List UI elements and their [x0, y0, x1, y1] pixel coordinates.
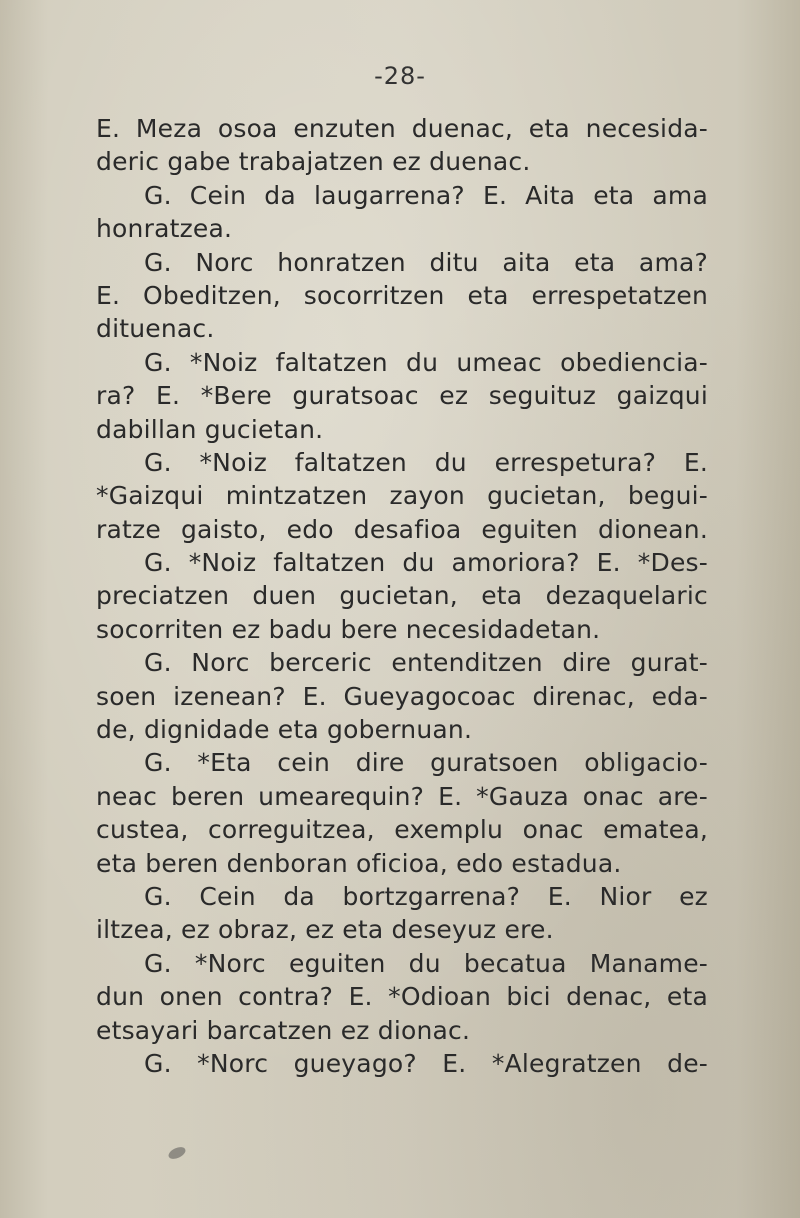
text-line: de, dignidade eta gobernuan. — [96, 715, 473, 745]
text-line: G. Cein da bortzgarrena? E. Nior ez — [144, 881, 708, 911]
text-line: custea, correguitzea, exemplu onac ematea, — [96, 815, 708, 845]
text-line: G. *Noiz faltatzen du errespetura? E. — [144, 447, 708, 477]
ink-smudge — [167, 1145, 188, 1162]
text-line: E. Obeditzen, socorritzen eta errespetatzen — [96, 280, 708, 310]
text-line: soen izenean? E. Gueyagocoac direnac, eda- — [96, 681, 708, 711]
text-line: G. *Norc eguiten du becatua Maname- — [144, 948, 708, 978]
text-line: ratze gaisto, edo desafioa eguiten dionean. — [96, 514, 708, 544]
text-line: dun onen contra? E. *Odioan bici denac, eta — [96, 982, 708, 1012]
text-line: iltzea, ez obraz, ez eta deseyuz ere. — [96, 915, 554, 945]
text-line: etsayari barcatzen ez dionac. — [96, 1015, 471, 1045]
page-number: -28- — [374, 62, 426, 90]
text-line: neac beren umearequin? E. *Gauza onac are- — [96, 781, 708, 811]
text-line: dituenac. — [96, 314, 215, 344]
text-line: G. *Noiz faltatzen du amoriora? E. *Des- — [144, 548, 708, 578]
text-line: dabillan gucietan. — [96, 414, 324, 444]
text-line: G. *Noiz faltatzen du umeac obediencia- — [144, 347, 708, 377]
text-line: socorriten ez badu bere necesidadetan. — [96, 614, 601, 644]
text-line: G. Norc berceric entenditzen dire gurat- — [144, 648, 708, 678]
text-line: G. *Norc gueyago? E. *Alegratzen de- — [144, 1048, 708, 1078]
text-line: G. Norc honratzen ditu aita eta ama? — [144, 247, 708, 277]
text-line: G. *Eta cein dire guratsoen obligacio- — [144, 748, 708, 778]
text-line: eta beren denboran oficioa, edo estadua. — [96, 848, 622, 878]
text-line: honratzea. — [96, 214, 233, 244]
text-line: preciatzen duen gucietan, eta dezaquelaric — [96, 581, 708, 611]
text-line: G. Cein da laugarrena? E. Aita eta ama — [144, 180, 708, 210]
catechism-text — [96, 112, 708, 1080]
text-line: ra? E. *Bere guratsoac ez seguituz gaizqui — [96, 381, 708, 411]
text-line: *Gaizqui mintzatzen zayon gucietan, begui- — [96, 481, 708, 511]
text-line: deric gabe trabajatzen ez duenac. — [96, 147, 531, 177]
text-line: E. Meza osoa enzuten duenac, eta necesida- — [96, 114, 708, 143]
